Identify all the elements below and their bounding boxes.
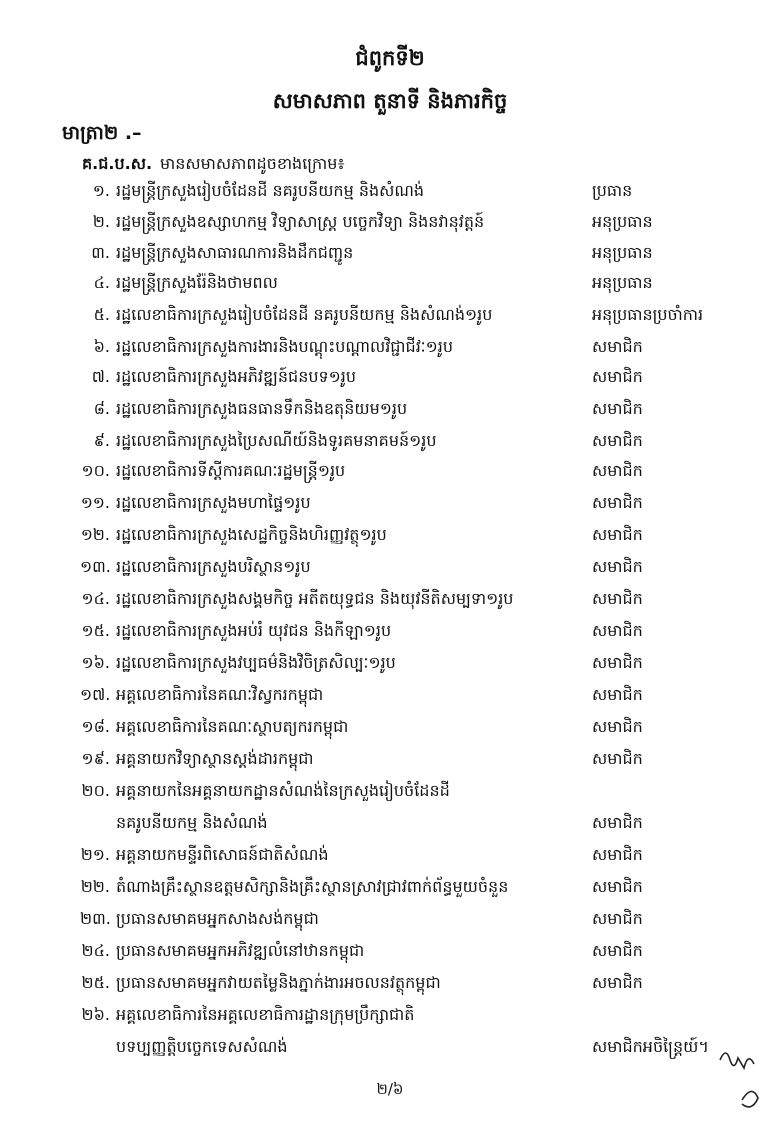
- member-row: [0, 180, 780, 210]
- member-row: [0, 304, 780, 334]
- member-number: ២២.: [80, 877, 110, 896]
- member-role: សមាជិក: [592, 461, 643, 480]
- member-role: ប្រធាន: [592, 181, 633, 200]
- member-description: រដ្ឋលេខាធិការក្រសួងប្រៃសណីយ៍និងទូរគមនាគមន៍១រូប: [116, 431, 437, 450]
- member-role: សមាជិក: [592, 653, 643, 672]
- member-description-continued: បទប្បញ្ញត្តិបច្ចេកទេសសំណង់: [116, 1037, 288, 1056]
- member-role: សមាជិកអចិន្ត្រៃយ៍។: [592, 1037, 709, 1056]
- member-description: រដ្ឋមន្ត្រីក្រសួងសាធារណការនិងដឹកជញ្ជូន: [116, 243, 354, 262]
- member-description-continued: នគរូបនីយកម្ម និងសំណង់: [116, 813, 268, 832]
- member-row: [0, 272, 780, 302]
- member-description: អគ្គលេខាធិការនៃគណៈវិស្វករកម្ពុជា: [116, 685, 324, 704]
- member-number: ៣.: [91, 243, 110, 262]
- member-row: [0, 940, 780, 970]
- member-description: រដ្ឋលេខាធិការក្រសួងធនធានទឹកនិងឧតុនិយម១រូប: [116, 399, 408, 418]
- member-number: ១៦.: [81, 653, 110, 672]
- member-row: [0, 398, 780, 428]
- article-heading: មាត្រា២ .–: [62, 122, 142, 144]
- member-row: [0, 242, 780, 272]
- member-row: [0, 652, 780, 682]
- member-role: សមាជិក: [592, 973, 643, 992]
- member-row: [0, 620, 780, 650]
- member-description: រដ្ឋលេខាធិការទីស្តីការគណៈរដ្ឋមន្ត្រី១រូប: [116, 461, 346, 480]
- member-row: [0, 460, 780, 490]
- member-description: រដ្ឋលេខាធិការក្រសួងមហាផ្ទៃ១រូប: [116, 493, 311, 512]
- member-row: [0, 780, 780, 832]
- member-row: [0, 211, 780, 241]
- member-role: សមាជិក: [592, 589, 643, 608]
- member-description: ប្រធានសមាគមអ្នកសាងសង់កម្ពុជា: [116, 909, 319, 928]
- chapter-heading: ជំពូកទី២: [355, 46, 425, 70]
- member-number: ៦.: [93, 337, 110, 356]
- member-number: ១៧.: [80, 685, 111, 704]
- member-row: [0, 336, 780, 366]
- member-number: ៤.: [93, 273, 110, 292]
- member-role: សមាជិក: [592, 685, 643, 704]
- member-number: ៩.: [93, 431, 110, 450]
- member-number: ២៥.: [81, 973, 110, 992]
- member-row: [0, 430, 780, 460]
- member-description: អគ្គលេខាធិការនៃអគ្គលេខាធិការដ្ឋានក្រុមប្រឹក្សាជាតិ: [116, 1005, 415, 1024]
- member-role: អនុប្រធាន: [592, 212, 653, 231]
- member-number: ៨.: [93, 399, 110, 418]
- member-row: [0, 588, 780, 618]
- member-row: [0, 748, 780, 778]
- member-number: ១.: [92, 181, 110, 200]
- member-number: ១៥.: [81, 621, 110, 640]
- member-row: [0, 908, 780, 938]
- member-role: សមាជិក: [592, 525, 643, 544]
- member-role: សមាជិក: [592, 557, 643, 576]
- member-description: អគ្គនាយកវិទ្យាស្ថានស្តង់ដារកម្ពុជា: [116, 749, 314, 768]
- member-description: អគ្គនាយកនៃអគ្គនាយកដ្ឋានសំណង់នៃក្រសួងរៀបចំដែនដី: [116, 781, 450, 800]
- member-role: សមាជិក: [592, 493, 643, 512]
- member-number: ១៨.: [81, 717, 110, 736]
- member-row: [0, 556, 780, 586]
- member-number: ១២.: [80, 525, 110, 544]
- member-description: អគ្គលេខាធិការនៃគណៈស្ថាបត្យករកម្ពុជា: [116, 717, 349, 736]
- member-description: អគ្គនាយកមន្ទីរពិសោធន៍ជាតិសំណង់: [116, 845, 329, 864]
- member-row: [0, 844, 780, 874]
- member-role: អនុប្រធានប្រចាំការ: [592, 305, 704, 324]
- member-role: សមាជិក: [592, 845, 643, 864]
- member-row: [0, 876, 780, 906]
- member-role: សមាជិក: [592, 367, 643, 386]
- member-number: ១៣.: [80, 557, 111, 576]
- member-role: អនុប្រធាន: [592, 273, 653, 292]
- member-description: រដ្ឋមន្ត្រីក្រសួងរៀបចំដែនដី នគរូបនីយកម្ម និងសំណង់: [116, 181, 425, 200]
- member-row: [0, 366, 780, 396]
- member-number: ១៤.: [81, 589, 110, 608]
- member-role: សមាជិក: [592, 337, 643, 356]
- member-number: ១៩.: [81, 749, 110, 768]
- member-row: [0, 492, 780, 522]
- member-role: សមាជិក: [592, 621, 643, 640]
- member-description: រដ្ឋមន្ត្រីក្រសួងរ៉ែនិងថាមពល: [116, 273, 278, 292]
- member-number: ៥.: [93, 305, 110, 324]
- member-number: ២៤.: [81, 941, 110, 960]
- member-role: អនុប្រធាន: [592, 243, 653, 262]
- member-description: រដ្ឋលេខាធិការក្រសួងការងារនិងបណ្តុះបណ្តាលវិជ្ជាជីវៈ១រូប: [116, 337, 453, 356]
- member-number: ២៣.: [80, 909, 111, 928]
- member-row: [0, 716, 780, 746]
- member-description: រដ្ឋលេខាធិការក្រសួងបរិស្ថាន១រូប: [116, 557, 311, 576]
- member-number: ៧.: [91, 367, 110, 386]
- member-role: សមាជិក: [592, 941, 643, 960]
- member-description: រដ្ឋលេខាធិការក្រសួងសង្គមកិច្ច អតីតយុទ្ធជន និងយុវនីតិសម្បទា១រូប: [116, 589, 514, 608]
- member-description: រដ្ឋមន្ត្រីក្រសួងឧស្សាហកម្ម វិទ្យាសាស្ត្រ បច្ចេកវិទ្យា និងនវានុវត្តន៍: [116, 212, 485, 231]
- member-role: សមាជិក: [592, 749, 643, 768]
- member-number: ២០.: [81, 781, 110, 800]
- member-number: ២.: [92, 212, 110, 231]
- member-description: រដ្ឋលេខាធិការក្រសួងអភិវឌ្ឍន៍ជនបទ១រូប: [116, 367, 356, 386]
- member-row: [0, 1004, 780, 1056]
- member-role: សមាជិក: [592, 909, 643, 928]
- page-number: ២/៦: [376, 1080, 404, 1098]
- council-abbreviation: គ.ជ.ប.ស.: [82, 154, 153, 173]
- member-role: សមាជិក: [592, 431, 643, 450]
- member-row: [0, 972, 780, 1002]
- member-number: ១០.: [81, 461, 110, 480]
- member-description: ប្រធានសមាគមអ្នកអភិវឌ្ឍលំនៅឋានកម្ពុជា: [116, 941, 365, 960]
- intro-text: មានសមាសភាពដូចខាងក្រោម៖: [160, 154, 345, 173]
- chapter-title: សមាសភាព តួនាទី និងភារកិច្ច: [272, 89, 508, 113]
- member-role: សមាជិក: [592, 399, 643, 418]
- member-description: រដ្ឋលេខាធិការក្រសួងសេដ្ឋកិច្ចនិងហិរញ្ញវត្ថុ១រូប: [116, 525, 387, 544]
- member-description: រដ្ឋលេខាធិការក្រសួងអប់រំ យុវជន និងកីឡា១រូប: [116, 621, 392, 640]
- member-role: សមាជិក: [592, 813, 643, 832]
- member-row: [0, 684, 780, 714]
- member-number: ១១.: [80, 493, 110, 512]
- member-number: ២១.: [80, 845, 110, 864]
- member-role: សមាជិក: [592, 877, 643, 896]
- member-number: ២៦.: [81, 1005, 110, 1024]
- member-description: រដ្ឋលេខាធិការក្រសួងវប្បធម៌និងវិចិត្រសិល្បៈ១រូប: [116, 653, 396, 672]
- member-description: រដ្ឋលេខាធិការក្រសួងរៀបចំដែនដី នគរូបនីយកម្ម និងសំណង់១រូប: [116, 305, 493, 324]
- signature-mark: [712, 1040, 772, 1120]
- member-row: [0, 524, 780, 554]
- member-description: ប្រធានសមាគមអ្នកវាយតម្លៃនិងភ្នាក់ងារអចលនវត្ថុកម្ពុជា: [116, 973, 441, 992]
- intro-line: [82, 153, 344, 177]
- member-role: សមាជិក: [592, 717, 643, 736]
- member-description: តំណាងគ្រឹះស្ថានឧត្តមសិក្សានិងគ្រឹះស្ថានស្រាវជ្រាវពាក់ព័ន្ធមួយចំនួន: [116, 877, 509, 896]
